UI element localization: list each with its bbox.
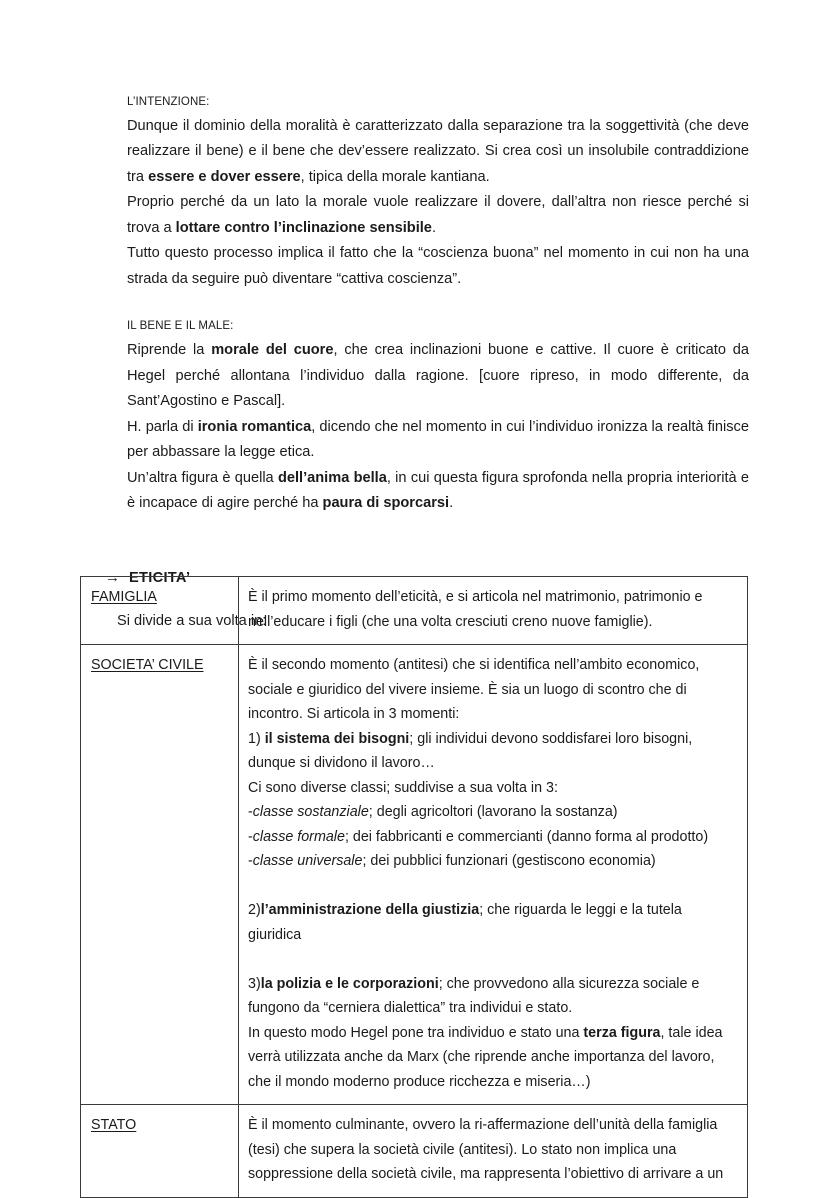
emphasis-text: ironia romantica xyxy=(197,418,312,435)
text-run: Riprende la xyxy=(127,342,212,359)
cell-line xyxy=(248,825,738,850)
text-run: ; dei fabbricanti e commercianti (danno forma al prodotto) xyxy=(344,828,709,845)
italic-text: classe universale xyxy=(252,853,363,869)
text-run: - xyxy=(248,853,253,869)
text-run: Proprio perché da un lato la morale vuole realizzare il dovere, dall’altra non riesce perché si trova a xyxy=(127,194,749,236)
cell-line xyxy=(248,1113,738,1187)
emphasis-text: il sistema dei bisogni xyxy=(264,730,410,747)
text-run: H. parla di xyxy=(127,418,198,435)
text-run: Ci sono diverse classi; suddivise a sua volta in 3: xyxy=(248,779,558,796)
paragraph xyxy=(127,415,749,466)
text-run: , tale idea verrà utilizzata anche da Marx (che riprende anche importanza del lavoro, che il mondo moderno produce ricchezza e miseria…) xyxy=(248,1024,723,1090)
emphasis-text: lottare contro l’inclinazione sensibile xyxy=(175,219,432,236)
right-arrow-icon: → xyxy=(105,568,120,586)
table-term-label: FAMIGLIA xyxy=(91,589,157,605)
text-run: Dunque il dominio della moralità è caratterizzato dalla separazione tra la soggettività (che deve realizzare il bene) e il bene che dev’essere realizzato. Si crea così un insolubile contraddizione tra xyxy=(127,117,749,185)
table-row xyxy=(81,577,748,645)
text-run: Un’altra figura è quella xyxy=(127,469,278,486)
eticita-table xyxy=(80,576,748,1198)
emphasis-text: la polizia e le corporazioni xyxy=(260,975,439,992)
text-run: . xyxy=(431,219,436,236)
text-run: , in cui questa figura sprofonda nella propria interiorità e è incapace di agire perché ha xyxy=(127,469,749,512)
text-run: . xyxy=(449,495,454,512)
cell-line xyxy=(248,727,738,776)
text-run: È il momento culminante, ovvero la ri-affermazione dell’unità della famiglia (tesi) che supera la società civile (antitesi). Lo stato non implica una soppressione della società civile, ma rappresenta l’obiettivo di arrivare a un xyxy=(248,1117,724,1182)
eticita-intro: Si divide a sua volta in: xyxy=(117,612,267,629)
text-run: , dicendo che nel momento in cui l’individuo ironizza la realtà finisce per abbassare la legge etica. xyxy=(127,418,749,461)
text-run: È il secondo momento (antitesi) che si identifica nell’ambito economico, sociale e giuridico del vivere insieme. È sia un luogo di scontro che di incontro. Si articola in 3 momenti: xyxy=(248,657,700,722)
emphasis-text: l’amministrazione della giustizia xyxy=(260,902,480,918)
text-run: ; che provvedono alla sicurezza sociale e fungono da “cerniera dialettica” tra individui e stato. xyxy=(248,975,700,1016)
table-description-cell xyxy=(239,645,748,1105)
paragraph xyxy=(127,114,749,191)
section-heading: L’INTENZIONE: xyxy=(127,96,210,108)
cell-line xyxy=(248,972,738,1021)
table-row xyxy=(81,645,748,1105)
text-run: Tutto questo processo implica il fatto che la “coscienza buona” nel momento in cui non ha una strada da seguire può diventare “cattiva coscienza”. xyxy=(127,245,749,287)
cell-blank-line xyxy=(248,874,738,899)
text-run: - xyxy=(248,828,253,845)
cell-line xyxy=(248,585,738,634)
cell-line xyxy=(248,800,738,825)
paragraph xyxy=(127,241,749,292)
table-description-cell xyxy=(239,1105,748,1198)
text-run: ; che riguarda le leggi e la tutela giuridica xyxy=(248,902,682,943)
text-run: 1) xyxy=(248,730,265,747)
emphasis-text: dell’anima bella xyxy=(277,469,387,486)
cell-line xyxy=(248,653,738,727)
paragraph xyxy=(127,338,749,415)
text-run: ; gli individui devono soddisfarei loro bisogni, dunque si dividono il lavoro… xyxy=(248,730,693,771)
table-term-cell xyxy=(81,1105,239,1198)
emphasis-text: terza figura xyxy=(583,1024,661,1041)
text-run: , che crea inclinazioni buone e cattive. Il cuore è criticato da Hegel perché allontana l’individuo dalla ragione. [cuore ripreso, in modo differente, da Sant’Agostino e Pascal]. xyxy=(127,342,750,410)
cell-line xyxy=(248,849,738,874)
table-term-cell xyxy=(81,645,239,1105)
paragraph xyxy=(127,190,749,241)
italic-text: classe formale xyxy=(252,828,345,845)
table-term-label: SOCIETA’ CIVILE xyxy=(91,657,204,673)
text-run: È il primo momento dell’eticità, e si articola nel matrimonio, patrimonio e nell’educare i figli (che una volta cresciuti creno nuove famiglie). xyxy=(248,589,703,630)
text-run: In questo modo Hegel pone tra individuo e stato una xyxy=(248,1024,584,1041)
text-run: - xyxy=(248,804,253,820)
table-term-label: STATO xyxy=(91,1117,137,1133)
cell-blank-line xyxy=(248,947,738,972)
text-run: , tipica della morale kantiana. xyxy=(300,168,490,185)
text-run: ; dei pubblici funzionari (gestiscono economia) xyxy=(362,853,656,869)
section-heading: IL BENE E IL MALE: xyxy=(127,320,234,333)
emphasis-text: essere e dover essere xyxy=(148,168,301,185)
emphasis-text: paura di sporcarsi xyxy=(322,495,450,512)
table-term-cell xyxy=(81,577,239,645)
cell-line xyxy=(248,1021,738,1095)
italic-text: classe sostanziale xyxy=(252,804,369,820)
section-gap xyxy=(127,292,749,320)
table-row xyxy=(81,1105,748,1198)
text-run: 2) xyxy=(248,902,261,918)
eticita-title: ETICITA’ xyxy=(129,569,191,586)
emphasis-text: morale del cuore xyxy=(211,342,334,359)
table-description-cell xyxy=(239,577,748,645)
text-run: 3) xyxy=(248,975,261,992)
paragraph xyxy=(127,466,749,517)
cell-line xyxy=(248,776,738,801)
cell-line xyxy=(248,898,738,947)
text-run: ; degli agricoltori (lavorano la sostanza) xyxy=(368,804,618,820)
sections-container xyxy=(127,96,749,517)
